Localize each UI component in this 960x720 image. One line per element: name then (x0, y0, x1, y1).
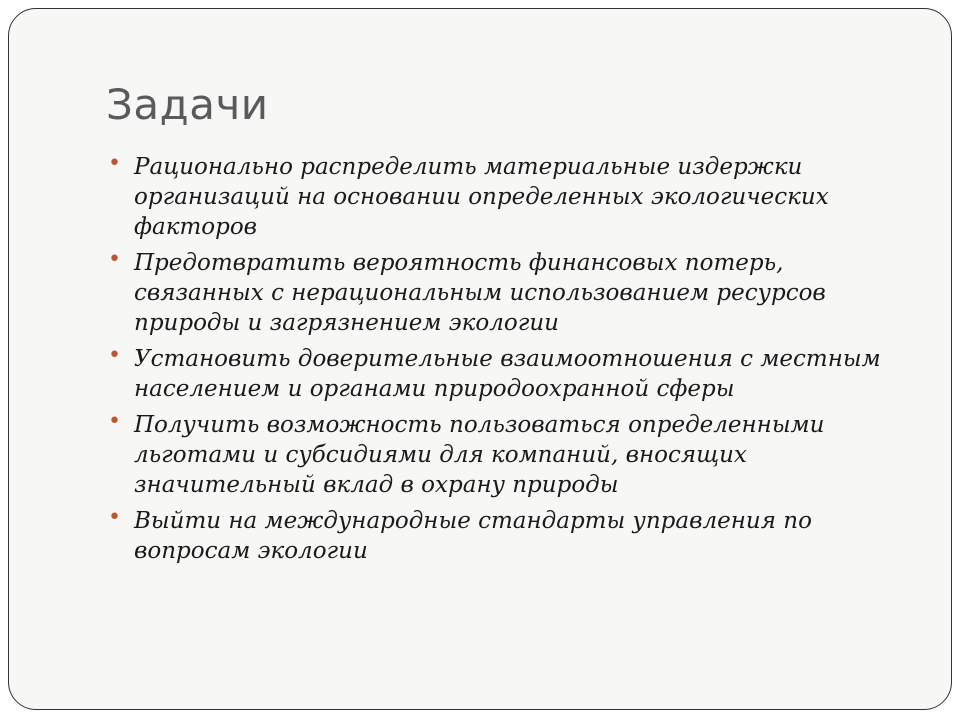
bullet-dot-icon: • (108, 505, 121, 530)
bullet-dot-icon: • (108, 247, 121, 272)
bullet-item (106, 344, 886, 404)
bullet-item (106, 152, 886, 242)
bullet-text: Выйти на международные стандарты управления по вопросам экологии (134, 508, 812, 564)
bullet-text: Получить возможность пользоваться определенными льготами и субсидиями для компаний, вносящих значительный вклад в охрану природы (134, 412, 825, 498)
bullet-item (106, 410, 886, 500)
bullet-text: Установить доверительные взаимоотношения с местным населением и органами природоохранной сферы (134, 346, 881, 402)
bullet-dot-icon: • (108, 409, 121, 434)
bullet-dot-icon: • (108, 151, 121, 176)
bullet-text: Рационально распределить материальные издержки организаций на основании определенных экологических факторов (134, 154, 829, 240)
bullet-text: Предотвратить вероятность финансовых потерь, связанных с нерациональным использованием ресурсов природы и загрязнением экологии (134, 250, 826, 336)
bullet-item (106, 248, 886, 338)
bullet-dot-icon: • (108, 343, 121, 368)
slide-title: Задачи (106, 80, 269, 129)
bullet-item (106, 506, 886, 566)
bullet-list (106, 152, 886, 572)
